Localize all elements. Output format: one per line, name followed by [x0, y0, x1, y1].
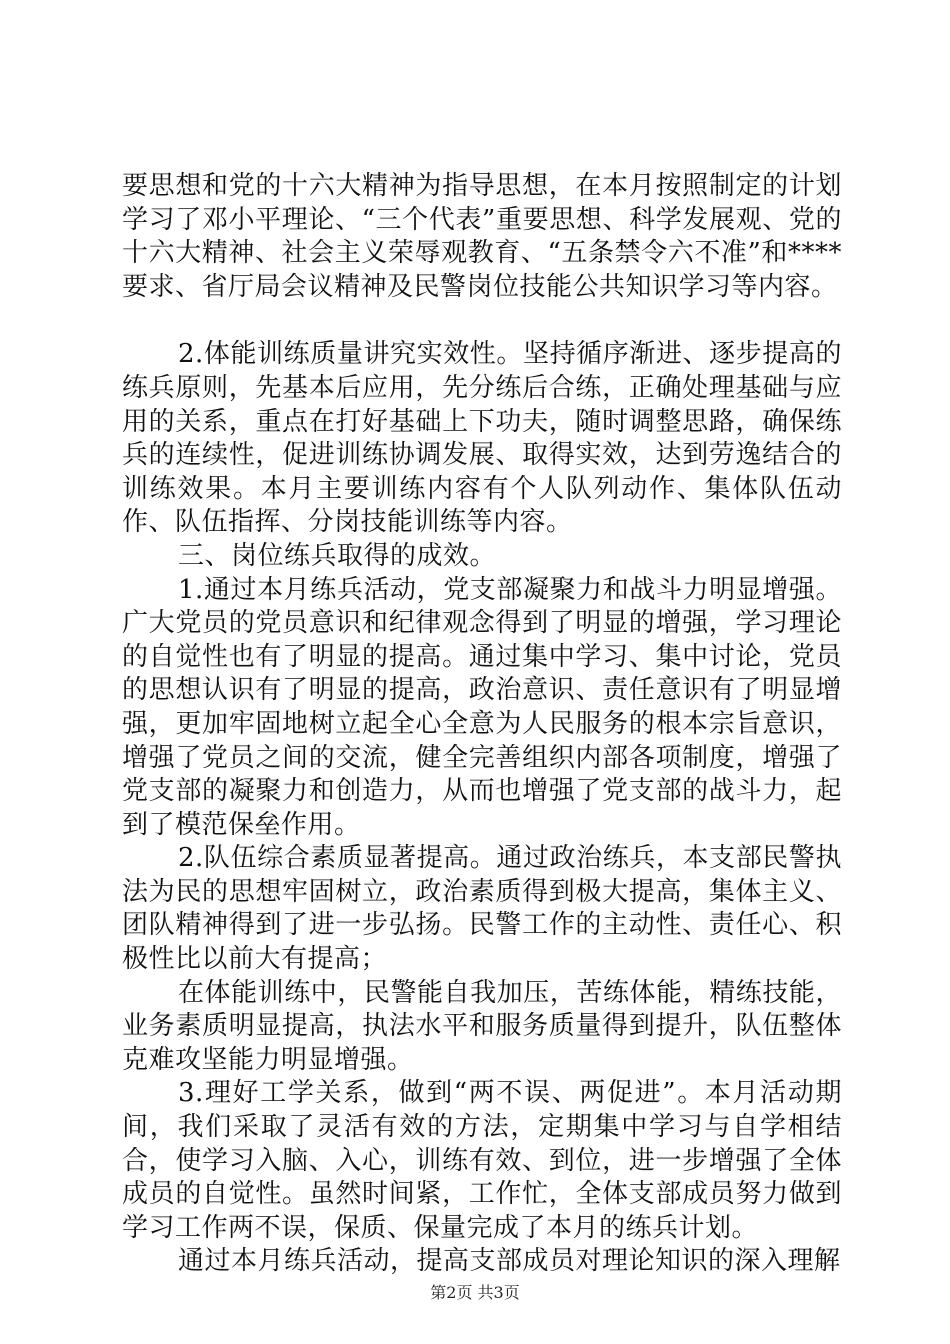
- paragraph-conclusion-start: 通过本月练兵活动，提高支部成员对理论知识的深入理解: [178, 1246, 841, 1277]
- document-body: [122, 170, 842, 1279]
- page-footer: [0, 1283, 950, 1303]
- section-heading-results: 三、岗位练兵取得的成效。: [178, 540, 497, 571]
- paragraph-team-quality: 2.队伍综合素质显著提高。通过政治练兵，本支部民警执法为民的思想牢固树立，政治素质得到极大提高，集体主义、团队精神得到了进一步弘扬。民警工作的主动性、责任心、积极性比以前大有提高；: [122, 843, 842, 975]
- paragraph-work-study-balance: 3.理好工学关系，做到“两不误、两促进”。本月活动期间，我们采取了灵活有效的方法，定期集中学习与自学相结合，使学习入脑、入心，训练有效、到位，进一步增强了全体成员的自觉性。虽然时间紧，工作忙，全体支部成员努力做到学习工作两不误，保质、保量完成了本月的练兵计划。: [122, 1078, 842, 1243]
- page-number-indicator: 第2页 共3页: [430, 1283, 520, 1302]
- paragraph-study-content: 要思想和党的十六大精神为指导思想，在本月按照制定的计划学习了邓小平理论、“三个代表”重要思想、科学发展观、党的十六大精神、社会主义荣辱观教育、“五条禁令六不准”和****要求、省厅局会议精神及民警岗位技能公共知识学习等内容。: [122, 171, 842, 302]
- paragraph-physical-results: 在体能训练中，民警能自我加压，苦练体能，精练技能，业务素质明显提高，执法水平和服务质量得到提升，队伍整体克难攻坚能力明显增强。: [122, 977, 842, 1075]
- paragraph-physical-training: 2.体能训练质量讲究实效性。坚持循序渐进、逐步提高的练兵原则，先基本后应用，先分练后合练，正确处理基础与应用的关系，重点在打好基础上下功夫，随时调整思路，确保练兵的连续性，促进训练协调发展、取得实效，达到劳逸结合的训练效果。本月主要训练内容有个人队列动作、集体队伍动作、队伍指挥、分岗技能训练等内容。: [122, 339, 842, 538]
- paragraph-party-branch-cohesion: 1.通过本月练兵活动，党支部凝聚力和战斗力明显增强。广大党员的党员意识和纪律观念得到了明显的增强，学习理论的自觉性也有了明显的提高。通过集中学习、集中讨论，党员的思想认识有了明显的提高，政治意识、责任意识有了明显增强，更加牢固地树立起全心全意为人民服务的根本宗旨意识，增强了党员之间的交流，健全完善组织内部各项制度，增强了党支部的凝聚力和创造力，从而也增强了党支部的战斗力，起到了模范保垒作用。: [122, 574, 842, 840]
